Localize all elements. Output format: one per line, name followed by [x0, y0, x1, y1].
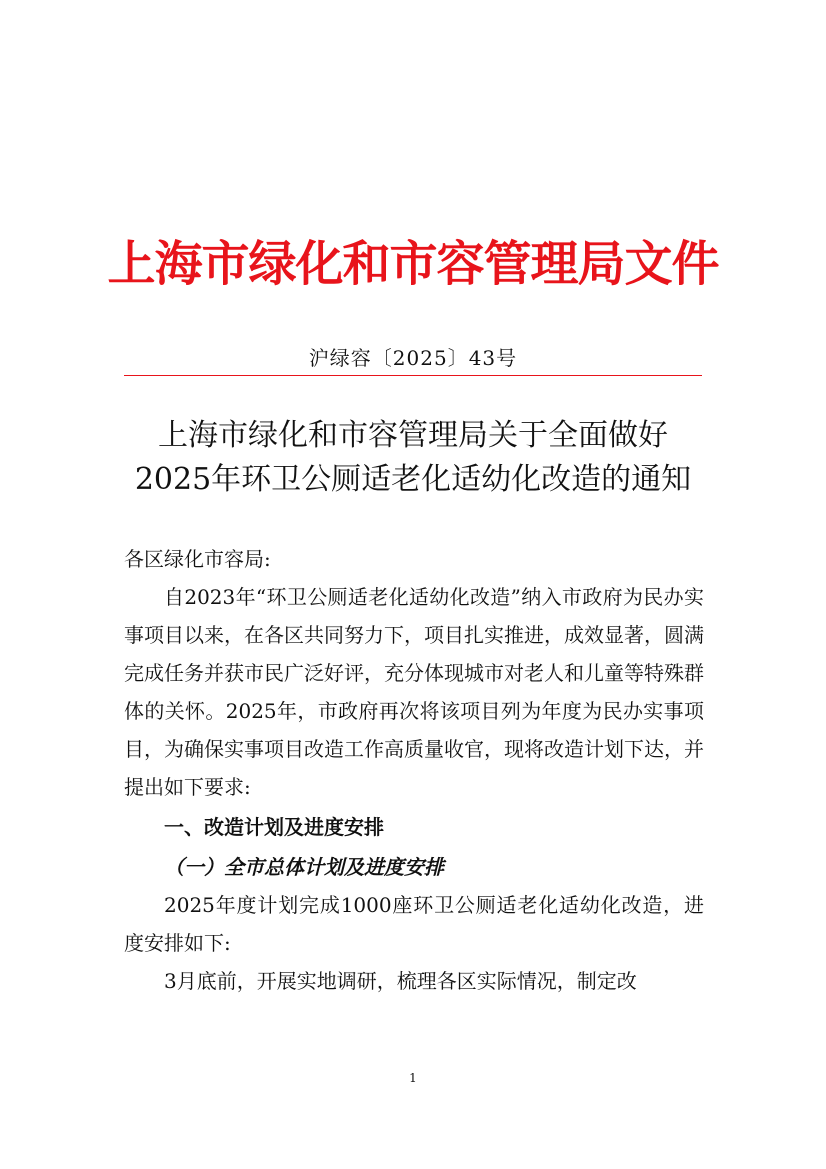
subsection-heading: （一）全市总体计划及进度安排 [164, 855, 444, 879]
notice-title-line-1: 上海市绿化和市容管理局关于全面做好 [158, 418, 668, 453]
plan-paragraph: 2025年度计划完成1000座环卫公厕适老化适幼化改造，进度安排如下: [124, 893, 704, 955]
issuer-header: 上海市绿化和市容管理局文件 [107, 236, 719, 292]
intro-paragraph: 自2023年“环卫公厕适老化适幼化改造”纳入市政府为民办实事项目以来，在各区共同努力下，项目扎实推进，成效显著，圆满完成任务并获市民广泛好评，充分体现城市对老人和儿童等特殊群体的关怀。2025年，市政府再次将该项目列为年度为民办实事项目，为确保实事项目改造工作高质量收官，现将改造计划下达，并提出如下要求: [124, 585, 704, 799]
red-divider-line [124, 375, 702, 376]
page-number: 1 [409, 1071, 417, 1085]
document-number: 沪绿容〔2025〕43号 [308, 346, 518, 370]
salutation: 各区绿化市容局: [124, 547, 271, 571]
schedule-paragraph: 3月底前，开展实地调研，梳理各区实际情况，制定改 [164, 969, 637, 993]
notice-title-line-2: 2025年环卫公厕适老化适幼化改造的通知 [134, 462, 692, 497]
document-body [124, 540, 704, 1000]
notice-title [0, 414, 826, 502]
section-heading: 一、改造计划及进度安排 [164, 815, 384, 839]
